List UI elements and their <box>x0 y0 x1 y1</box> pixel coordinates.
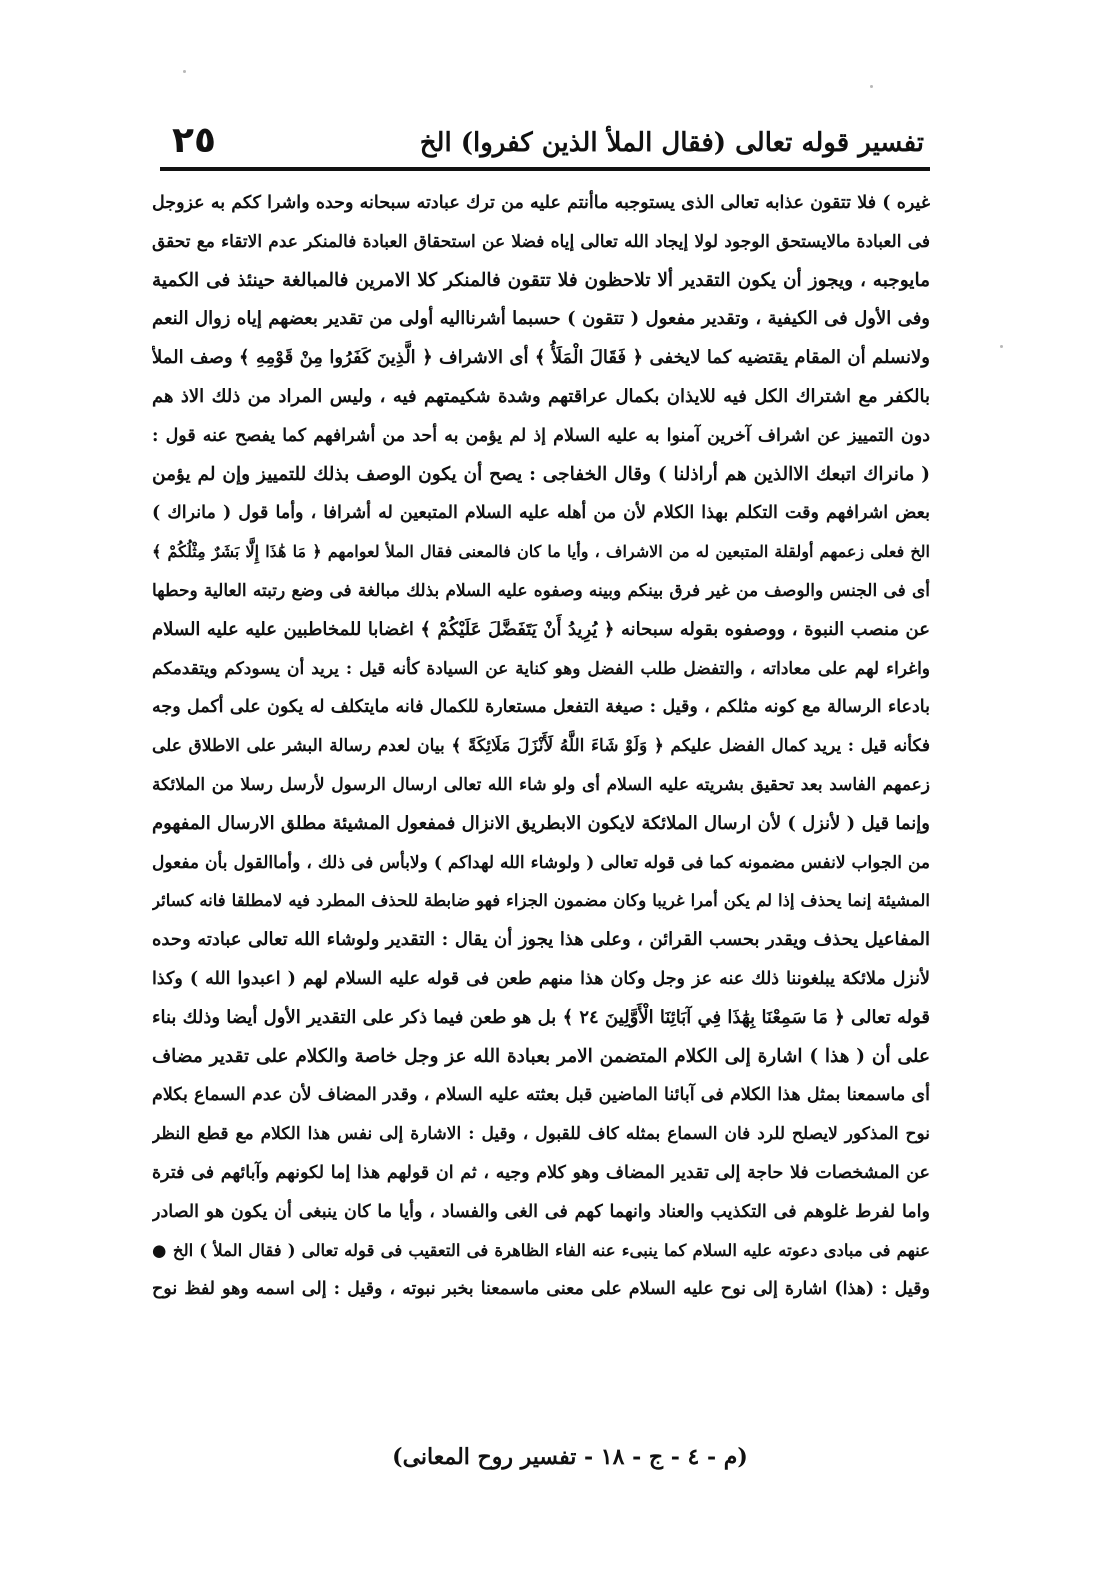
paper-speck <box>870 85 873 88</box>
text-line: بالكفر مع اشتراك الكل فيه للايذان بكمال عراقتهم وشدة شكيمتهم فيه ، وليس المراد من ذلك الاذ هم <box>152 385 930 407</box>
text-line: وقيل : (هذا) اشارة إلى نوح عليه السلام على معنى ماسمعنا بخبر نبوته ، وقيل : إلى اسمه وهو لفظ نوح <box>152 1279 930 1300</box>
text-line: وإنما قيل ( لأنزل ) لأن ارسال الملائكة لايكون الابطريق الانزال فمفعول المشيئة مطلق الارسال المفهوم <box>152 812 930 834</box>
text-line: غيره ) فلا تتقون عذابه تعالى الذى يستوجبه ماأنتم عليه من ترك عبادته سبحانه وحده واشرا ككم به عزوجل <box>152 193 930 213</box>
text-line: المفاعيل يحذف ويقدر بحسب القرائن ، وعلى هذا يجوز أن يقال : التقدير ولوشاء الله تعالى عبادته وحده <box>152 929 930 951</box>
text-line: الخ فعلى زعمهم أولقلة المتبعين له من الاشراف ، وأيا ما كان فالمعنى فقال الملأ لعوامهم ﴿ مَا هَٰذَا إِلَّا بَشَرٌ مِثْلُكُمْ ﴾ <box>152 542 930 562</box>
text-line: ولانسلم أن المقام يقتضيه كما لايخفى ﴿ فَقَالَ الْمَلَأُ ﴾ أى الاشراف ﴿ الَّذِينَ كَفَرُوا مِنْ قَوْمِهِ ﴾ وصف الملأ <box>152 347 930 369</box>
text-line: فى العبادة مالايستحق الوجود لولا إيجاد الله تعالى إياه فضلا عن استحقاق العبادة فالمنكر عدم الاتقاء مع تحقق <box>152 231 930 252</box>
body-text <box>152 184 930 1309</box>
text-line: فكأنه قيل : يريد كمال الفضل عليكم ﴿ وَلَوْ شَاءَ اللَّهُ لَأَنْزَلَ مَلَائِكَةً ﴾ بيان لعدم رسالة البشر على الاطلاق على <box>152 736 930 757</box>
text-line: بادعاء الرسالة مع كونه مثلكم ، وقيل : صيغة التفعل مستعارة للكمال فانه مايتكلف له يكون على أكمل وجه <box>152 697 930 718</box>
text-line: عن المشخصات فلا حاجة إلى تقدير المضاف وهو كلام وجيه ، ثم ان قولهم هذا إما لكونهم وآبائهم فى فترة <box>152 1162 930 1183</box>
page-footer: (م - ٤ - ج - ١٨ - تفسير روح المعانى) <box>392 1444 748 1470</box>
text-line: مايوجبه ، ويجوز أن يكون التقدير ألا تلاحظون فلا تتقون فالمنكر كلا الامرين فالمبالغة حينئذ فى الكمية <box>152 269 930 291</box>
header-title: تفسير قوله تعالى (فقال الملأ الذين كفروا) الخ <box>419 128 924 158</box>
text-line: أى ماسمعنا بمثل هذا الكلام فى آبائنا الماضين قبل بعثته عليه السلام ، وقدر المضاف لأن عدم السماع بكلام <box>152 1085 930 1106</box>
text-line: زعمهم الفاسد بعد تحقيق بشريته عليه السلام أى ولو شاء الله تعالى ارسال الرسول لأرسل رسلا من الملائكة <box>152 774 930 795</box>
text-line: واغراء لهم على معاداته ، والتفضل طلب الفضل وهو كناية عن السيادة كأنه قيل : يريد أن يسودكم ويتقدمكم <box>152 658 930 679</box>
text-line: عنهم فى مبادى دعوته عليه السلام كما ينبىء عنه الفاء الظاهرة فى التعقيب فى قوله تعالى ( فقال الملأ ) الخ ● <box>152 1240 930 1260</box>
text-line: عن منصب النبوة ، ووصفوه بقوله سبحانه ﴿ يُرِيدُ أَنْ يَتَفَضَّلَ عَلَيْكُمْ ﴾ اغضابا للمخاطبين عليه عليه السلام <box>152 618 930 640</box>
paper-speck <box>1000 345 1003 348</box>
text-line: ( مانراك اتبعك الاالذين هم أراذلنا ) وقال الخفاجى : يصح أن يكون الوصف بذلك للتمييز وإن لم يؤمن <box>152 463 930 485</box>
text-line: نوح المذكور لايصلح للرد فان السماع بمثله كاف للقبول ، وقيل : الاشارة إلى نفس هذا الكلام مع قطع النظر <box>152 1124 930 1145</box>
page-number: ٢٥ <box>172 120 216 161</box>
text-line: أى فى الجنس والوصف من غير فرق بينكم وبينه وصفوه عليه السلام بذلك مبالغة فى وضع رتبته العالية وحطها <box>152 580 930 601</box>
running-header <box>164 118 924 170</box>
text-line: من الجواب لانفس مضمونه كما فى قوله تعالى ( ولوشاء الله لهداكم ) ولابأس فى ذلك ، وأماالقول بأن مفعول <box>152 852 930 873</box>
text-line: دون التمييز عن اشراف آخرين آمنوا به عليه السلام إذ لم يؤمن به أحد من أشرافهم كما يفصح عنه قول : <box>152 425 930 446</box>
text-line: على أن ( هذا ) اشارة إلى الكلام المتضمن الامر بعبادة الله عز وجل خاصة والكلام على تقدير مضاف <box>152 1045 930 1067</box>
text-line: بعض اشرافهم وقت التكلم بهذا الكلام لأن من أهله عليه السلام المتبعين له أشرافا ، وأما قول ( مانراك ) <box>152 503 930 524</box>
paper-speck <box>183 70 186 73</box>
text-line: قوله تعالى ﴿ مَا سَمِعْنَا بِهَٰذَا فِي آبَائِنَا الْأَوَّلِينَ ٢٤ ﴾ بل هو طعن فيما ذكر على التقدير الأول أيضا وذلك بناء <box>152 1006 930 1028</box>
header-divider <box>160 167 930 171</box>
text-line: المشيئة إنما يحذف إذا لم يكن أمرا غريبا وكان مضمون الجزاء فهو ضابطة للحذف المطرد فيه لامطلقا فانه كسائر <box>152 891 930 911</box>
text-line: واما لفرط غلوهم فى التكذيب والعناد وانهما كهم فى الغى والفساد ، وأيا ما كان ينبغى أن يكون هو الصادر <box>152 1201 930 1222</box>
text-line: وفى الأول فى الكيفية ، وتقدير مفعول ( تتقون ) حسبما أشرنااليه أولى من تقدير بعضهم إياه زوال النعم <box>152 308 930 330</box>
text-line: لأنزل ملائكة يبلغوننا ذلك عنه عز وجل وكان هذا منهم طعن فى قوله عليه السلام لهم ( اعبدوا الله ) وكذا <box>152 968 930 989</box>
